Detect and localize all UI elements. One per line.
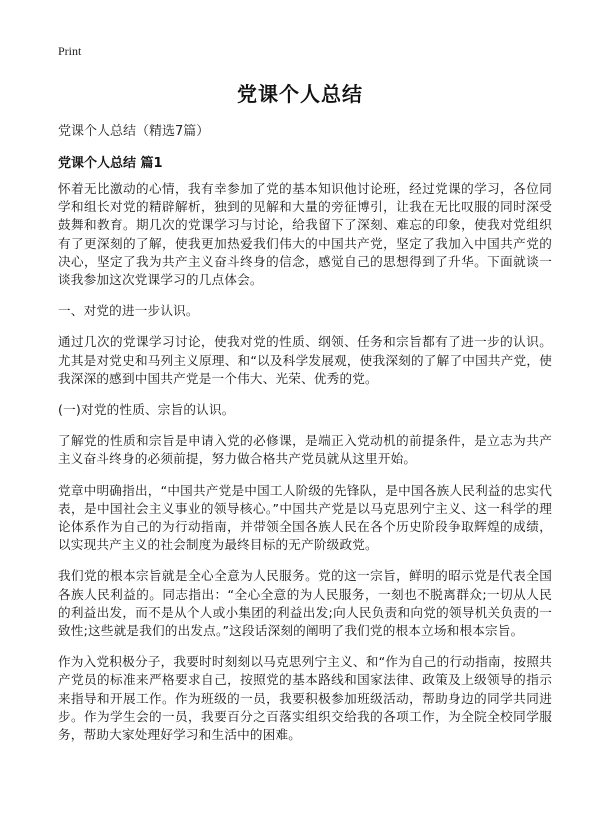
paragraph: 作为入党积极分子，我要时时刻刻以马克思列宁主义、和“作为自己的行动指南，按照共产党员的标准来严格要求自己，按照党的基本路线和国家法律、政策及上级领导的指示来指导和开展工作。作为班级的一员，我要积极参加班级活动，帮助身边的同学共同进步。作为学生会的一员，我要百分之百落实组织交给我的各项工作，为全院全校同学服务，帮助大家处理好学习和生活中的困难。 (58, 654, 552, 743)
paragraph: (一)对党的性质、宗旨的认识。 (58, 402, 235, 418)
document-subtitle: 党课个人总结（精选7篇） (58, 124, 210, 139)
paragraph: 一、对党的进一步认识。 (58, 303, 199, 319)
paragraph: 通过几次的党课学习讨论，使我对党的性质、纲领、任务和宗旨都有了进一步的认识。尤其是对党史和马列主义原理、和“以及科学发展观，使我深刻的了解了中国共产党，使我深深的感到中国共产党是一个伟大、光荣、优秀的党。 (58, 334, 552, 386)
paragraph: 我们党的根本宗旨就是全心全意为人民服务。党的这一宗旨，鲜明的昭示党是代表全国各族人民利益的。同志指出：“全心全意的为人民服务，一刻也不脱离群众;一切从人民的利益出发，而不是从个人或小集团的利益出发;向人民负责和向党的领导机关负责的一致性;这些就是我们的出发点。”这段话深刻的阐明了我们党的根本立场和根本宗旨。 (58, 568, 552, 639)
print-link[interactable]: Print (58, 44, 82, 58)
article-body (58, 180, 552, 757)
paragraph: 党章中明确指出，“中国共产党是中国工人阶级的先锋队，是中国各族人民利益的忠实代表，是中国社会主义事业的领导核心。”中国共产党是以马克思列宁主义、这一科学的理论体系作为自己的为行动指南，并带领全国各族人民在各个历史阶段争取辉煌的成绩，以实现共产主义的社会制度为最终目标的无产阶级政党。 (58, 482, 552, 553)
page-title: 党课个人总结 (237, 82, 363, 106)
paragraph: 了解党的性质和宗旨是申请入党的必修课，是端正入党动机的前提条件，是立志为共产主义奋斗终身的必须前提，努力做合格共产党员就从这里开始。 (58, 433, 552, 467)
paragraph: 怀着无比激动的心情，我有幸参加了党的基本知识他讨论班，经过党课的学习，各位同学和组长对党的精辟解析，独到的见解和大量的旁征博引，让我在无比叹服的同时深受鼓舞和教育。期几次的党课学习与讨论，给我留下了深刻、难忘的印象，使我对党组织有了更深刻的了解，使我更加热爱我们伟大的中国共产党，坚定了我加入中国共产党的决心，坚定了我为共产主义奋斗终身的信念，感觉自己的思想得到了升华。下面就谈一谈我参加这次党课学习的几点体会。 (58, 181, 552, 288)
section-heading: 党课个人总结 篇1 (58, 156, 163, 171)
